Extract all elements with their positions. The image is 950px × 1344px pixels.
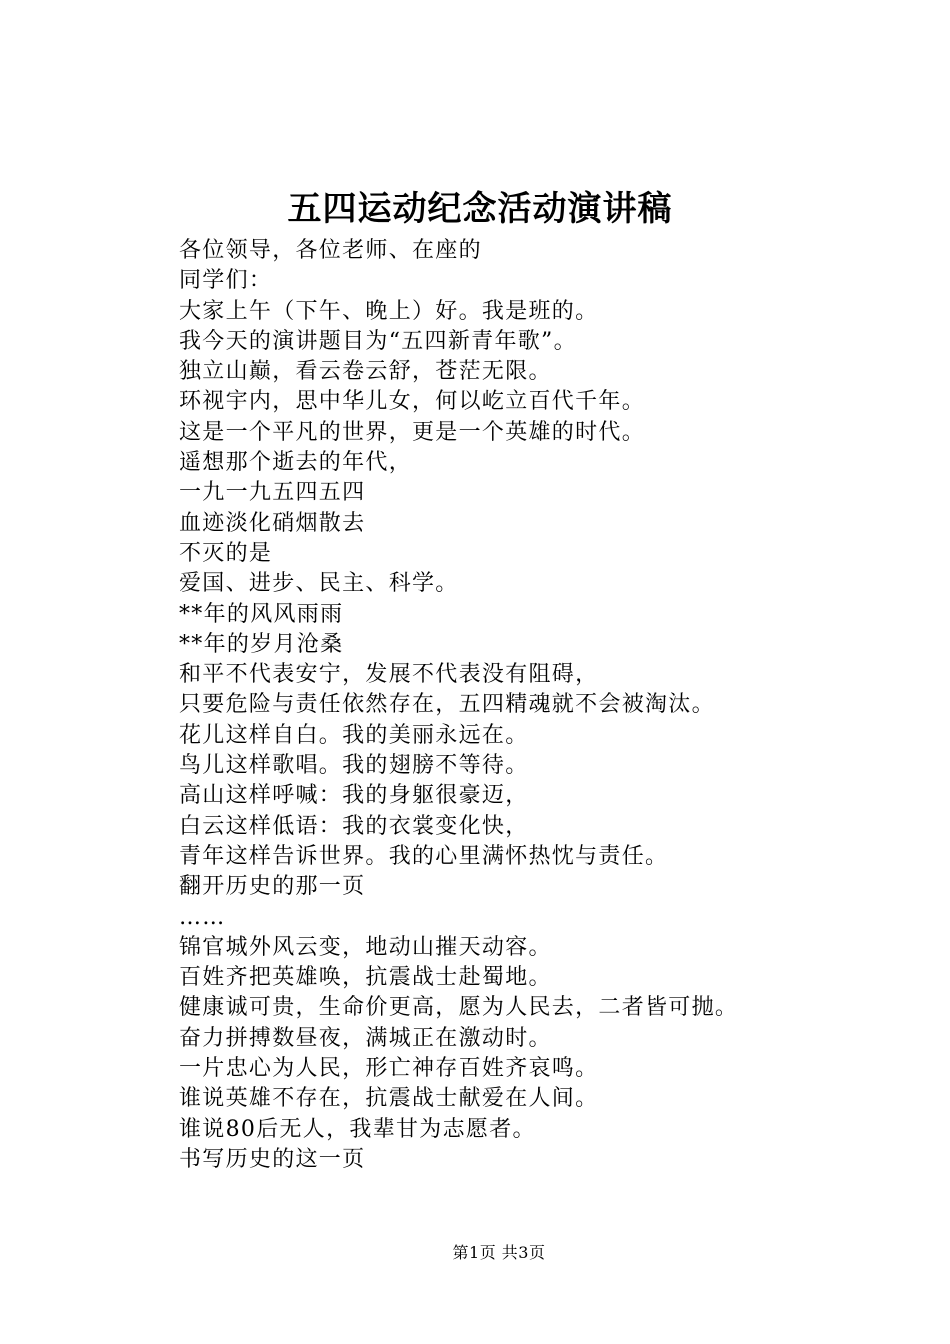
text-line: 不灭的是 <box>179 540 273 566</box>
text-line: 环视宇内，思中华儿女，何以屹立百代千年。 <box>179 389 646 415</box>
page-title: 五四运动纪念活动演讲稿 <box>287 189 673 229</box>
text-line: 一九一九五四五四 <box>179 480 366 506</box>
text-line: 遥想那个逝去的年代， <box>179 450 413 476</box>
text-line: 鸟儿这样歌唱。我的翅膀不等待。 <box>179 753 529 779</box>
text-line: 白云这样低语：我的衣裳变化快， <box>179 813 529 839</box>
text-line: 独立山巅，看云卷云舒，苍茫无限。 <box>179 359 552 385</box>
text-line: 谁说80后无人，我辈甘为志愿者。 <box>179 1116 536 1142</box>
text-line: 爱国、进步、民主、科学。 <box>179 571 459 597</box>
text-line: 健康诚可贵，生命价更高，愿为人民去，二者皆可抛。 <box>179 995 739 1021</box>
text-line: **年的风风雨雨 <box>179 601 344 627</box>
text-line: 血迹淡化硝烟散去 <box>179 510 366 536</box>
text-line: 大家上午（下午、晚上）好。我是班的。 <box>179 298 599 324</box>
page-number-footer: 第1页 共3页 <box>452 1243 546 1262</box>
text-line: 只要危险与责任依然存在，五四精魂就不会被淘汰。 <box>179 692 715 718</box>
text-line: 一片忠心为人民，形亡神存百姓齐哀鸣。 <box>179 1056 599 1082</box>
text-line: 这是一个平凡的世界，更是一个英雄的时代。 <box>179 419 646 445</box>
text-line: 奋力拼搏数昼夜，满城正在激动时。 <box>179 1025 552 1051</box>
text-line: 我今天的演讲题目为“五四新青年歌”。 <box>179 328 577 354</box>
text-line: 和平不代表安宁，发展不代表没有阻碍， <box>179 662 599 688</box>
text-line: 青年这样告诉世界。我的心里满怀热忱与责任。 <box>179 843 669 869</box>
text-line: 高山这样呼喊：我的身躯很豪迈， <box>179 783 529 809</box>
text-line: 同学们： <box>179 268 273 294</box>
text-line: 谁说英雄不存在，抗震战士献爱在人间。 <box>179 1086 599 1112</box>
text-line: 锦官城外风云变，地动山摧天动容。 <box>179 934 552 960</box>
text-line: 书写历史的这一页 <box>179 1146 366 1172</box>
text-line: 翻开历史的那一页 <box>179 874 366 900</box>
text-line: …… <box>179 904 226 930</box>
text-line: 百姓齐把英雄唤，抗震战士赴蜀地。 <box>179 965 552 991</box>
text-line: **年的岁月沧桑 <box>179 631 344 657</box>
text-line: 花儿这样自白。我的美丽永远在。 <box>179 722 529 748</box>
text-line: 各位领导，各位老师、在座的 <box>179 238 482 263</box>
speech-body <box>179 236 919 1175</box>
